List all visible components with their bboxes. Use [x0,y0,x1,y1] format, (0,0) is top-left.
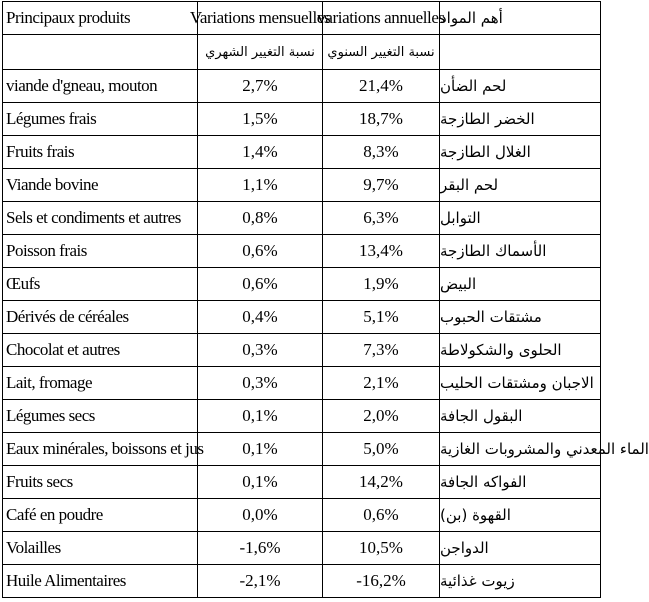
annual-variation: 10,5% [323,532,440,564]
monthly-variation: 1,4% [198,136,323,168]
table-row [3,70,600,103]
product-name-ar: الحلوى والشكولاطة [440,341,562,359]
product-name-fr: Chocolat et autres [3,334,198,366]
annual-variation: 14,2% [323,466,440,498]
product-name-ar: البقول الجافة [440,407,523,425]
product-name-fr: viande d'gneau, mouton [3,70,198,102]
subheader-empty-right [440,35,600,69]
monthly-variation: 0,6% [198,268,323,300]
table-row [3,301,600,334]
product-name-fr: Fruits secs [3,466,198,498]
product-name-fr: Viande bovine [3,169,198,201]
header-annual-ar: نسبة التغيير السنوي [323,35,440,69]
table-row [3,136,600,169]
product-name-fr: Œufs [3,268,198,300]
monthly-variation: 0,4% [198,301,323,333]
product-name-fr: Sels et condiments et autres [3,202,198,234]
table-row [3,433,649,466]
monthly-variation: -2,1% [198,565,323,597]
product-name-ar: التوابل [440,209,481,227]
product-name-ar: الأسماك الطازجة [440,242,547,260]
monthly-variation: 0,3% [198,367,323,399]
table-row [3,532,600,565]
table-row [3,202,600,235]
product-name-fr: Eaux minérales, boissons et jus [3,433,198,465]
product-name-ar: الخضر الطازجة [440,110,535,128]
product-name-fr: Huile Alimentaires [3,565,198,597]
header-products-ar: أهم المواد [440,9,503,27]
product-name-ar: لحم الضأن [440,77,507,95]
monthly-variation: 2,7% [198,70,323,102]
header-monthly-ar: نسبة التغيير الشهري [198,35,323,69]
table-row [3,565,600,598]
table-body [3,70,649,598]
product-name-ar: الاجبان ومشتقات الحليب [440,374,594,392]
product-name-fr: Légumes frais [3,103,198,135]
monthly-variation: 0,8% [198,202,323,234]
table-row [3,268,600,301]
product-name-ar: زيوت غذائية [440,572,515,590]
table-row [3,103,600,136]
header-monthly-fr: Variations mensuelles [198,2,323,34]
annual-variation: 21,4% [323,70,440,102]
annual-variation: 1,9% [323,268,440,300]
annual-variation: 6,3% [323,202,440,234]
monthly-variation: 0,3% [198,334,323,366]
product-name-ar: الفواكه الجافة [440,473,527,491]
monthly-variation: 0,0% [198,499,323,531]
header-row [3,2,600,35]
monthly-variation: -1,6% [198,532,323,564]
product-name-fr: Légumes secs [3,400,198,432]
annual-variation: 13,4% [323,235,440,267]
table-row [3,400,600,433]
annual-variation: 5,1% [323,301,440,333]
product-name-ar: القهوة (بن) [440,506,511,524]
product-name-ar: مشتقات الحبوب [440,308,542,326]
annual-variation: 18,7% [323,103,440,135]
header-annual-fr: variations annuelles [323,2,440,34]
header-products-fr: Principaux produits [3,2,198,34]
product-name-fr: Dérivés de céréales [3,301,198,333]
annual-variation: 8,3% [323,136,440,168]
monthly-variation: 1,1% [198,169,323,201]
product-name-ar: لحم البقر [440,176,499,194]
monthly-variation: 0,6% [198,235,323,267]
annual-variation: 2,1% [323,367,440,399]
product-name-ar: الغلال الطازجة [440,143,531,161]
table-row [3,169,600,202]
price-variation-table [2,1,649,598]
product-name-ar: الماء المعدني والمشروبات الغازية [440,440,649,458]
product-name-fr: Volailles [3,532,198,564]
subheader-row [3,35,600,70]
annual-variation: 0,6% [323,499,440,531]
table-row [3,466,600,499]
annual-variation: 5,0% [323,433,440,465]
monthly-variation: 0,1% [198,400,323,432]
table-row [3,367,600,400]
table-row [3,499,600,532]
product-name-fr: Poisson frais [3,235,198,267]
product-name-fr: Fruits frais [3,136,198,168]
table-row [3,235,600,268]
product-name-fr: Lait, fromage [3,367,198,399]
table-row [3,334,600,367]
annual-variation: 7,3% [323,334,440,366]
monthly-variation: 1,5% [198,103,323,135]
annual-variation: 9,7% [323,169,440,201]
product-name-ar: الدواجن [440,539,489,557]
annual-variation: 2,0% [323,400,440,432]
product-name-fr: Café en poudre [3,499,198,531]
annual-variation: -16,2% [323,565,440,597]
product-name-ar: البيض [440,275,477,293]
subheader-empty-left [3,35,198,69]
monthly-variation: 0,1% [198,433,323,465]
monthly-variation: 0,1% [198,466,323,498]
